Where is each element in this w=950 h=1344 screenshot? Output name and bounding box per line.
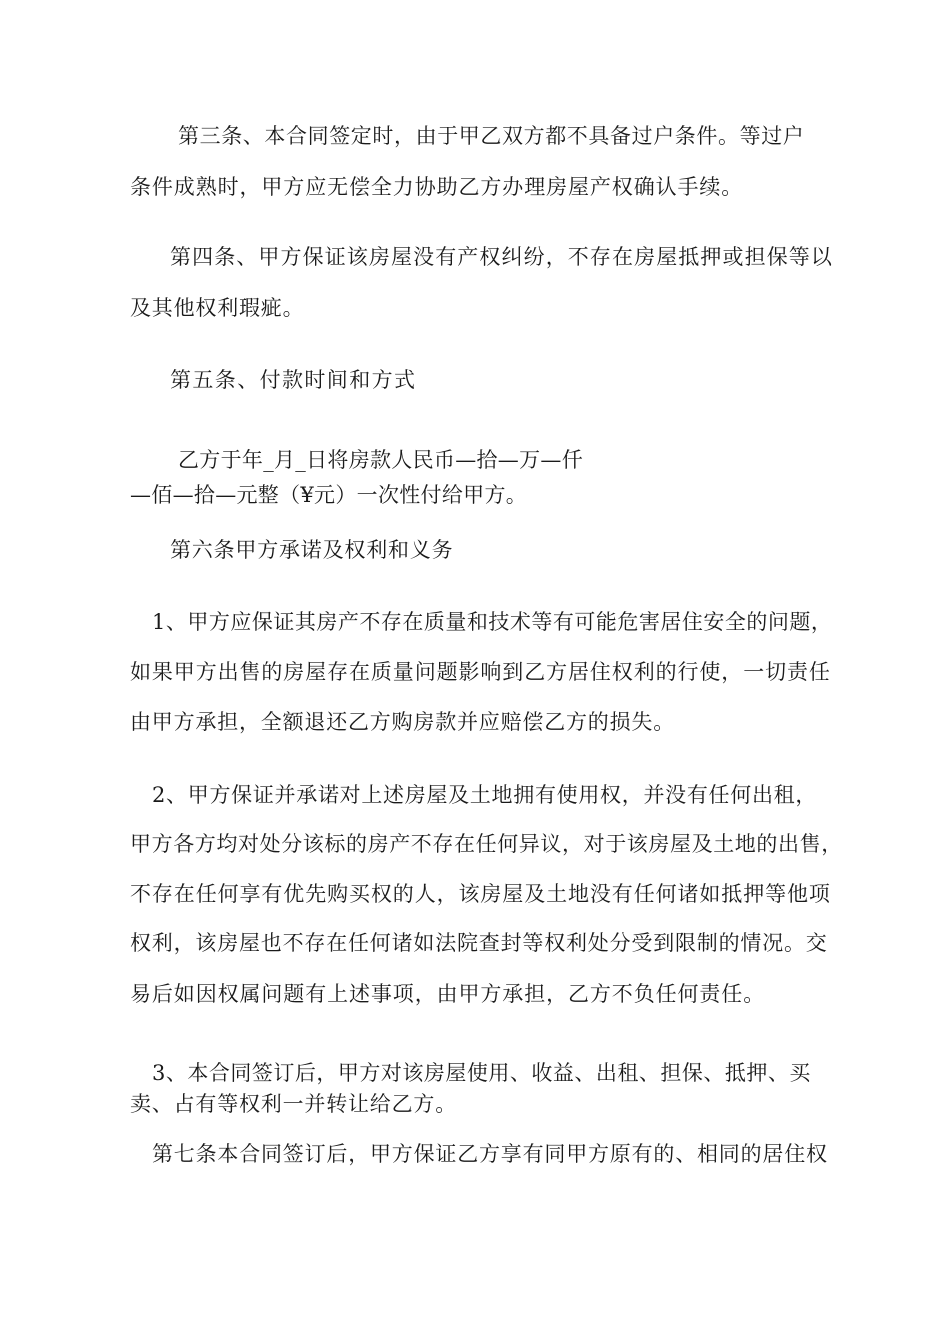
text-line: 卖、占有等权利一并转让给乙方。 bbox=[130, 1092, 457, 1116]
text-line: 第四条、甲方保证该房屋没有产权纠纷，不存在房屋抵押或担保等以 bbox=[170, 245, 833, 269]
text-line: 如果甲方出售的房屋存在质量问题影响到乙方居住权利的行使，一切责任 bbox=[130, 660, 831, 684]
text-line: 2、甲方保证并承诺对上述房屋及土地拥有使用权，并没有任何出租， bbox=[152, 783, 818, 807]
text-line: 第七条本合同签订后，甲方保证乙方享有同甲方原有的、相同的居住权 bbox=[152, 1142, 828, 1166]
text-line: 第三条、本合同签定时，由于甲乙双方都不具备过户条件。等过户 bbox=[178, 124, 805, 148]
text-line: 第六条甲方承诺及权利和义务 bbox=[170, 538, 454, 562]
text-line: 易后如因权属问题有上述事项，由甲方承担，乙方不负任何责任。 bbox=[130, 982, 766, 1006]
text-line: 权利，该房屋也不存在任何诸如法院查封等权利处分受到限制的情况。交 bbox=[130, 931, 828, 955]
text-line: 由甲方承担，全额退还乙方购房款并应赔偿乙方的损失。 bbox=[130, 710, 675, 734]
text-line: 乙方于年_月_日将房款人民币—拾—万—仟 bbox=[178, 448, 583, 472]
text-line: —佰—拾—元整（¥元）一次性付给甲方。 bbox=[130, 483, 528, 507]
text-line: 甲方各方均对处分该标的房产不存在任何异议，对于该房屋及土地的出售， bbox=[130, 832, 843, 856]
text-line: 不存在任何享有优先购买权的人，该房屋及土地没有任何诸如抵押等他项 bbox=[130, 882, 831, 906]
text-line: 第五条、付款时间和方式 bbox=[170, 368, 417, 392]
text-line: 1、甲方应保证其房产不存在质量和技术等有可能危害居住安全的问题， bbox=[152, 610, 833, 634]
text-line: 3、本合同签订后，甲方对该房屋使用、收益、出租、担保、抵押、买 bbox=[152, 1061, 811, 1085]
text-line: 及其他权利瑕疵。 bbox=[130, 296, 305, 320]
text-line: 条件成熟时，甲方应无偿全力协助乙方办理房屋产权确认手续。 bbox=[130, 175, 744, 199]
